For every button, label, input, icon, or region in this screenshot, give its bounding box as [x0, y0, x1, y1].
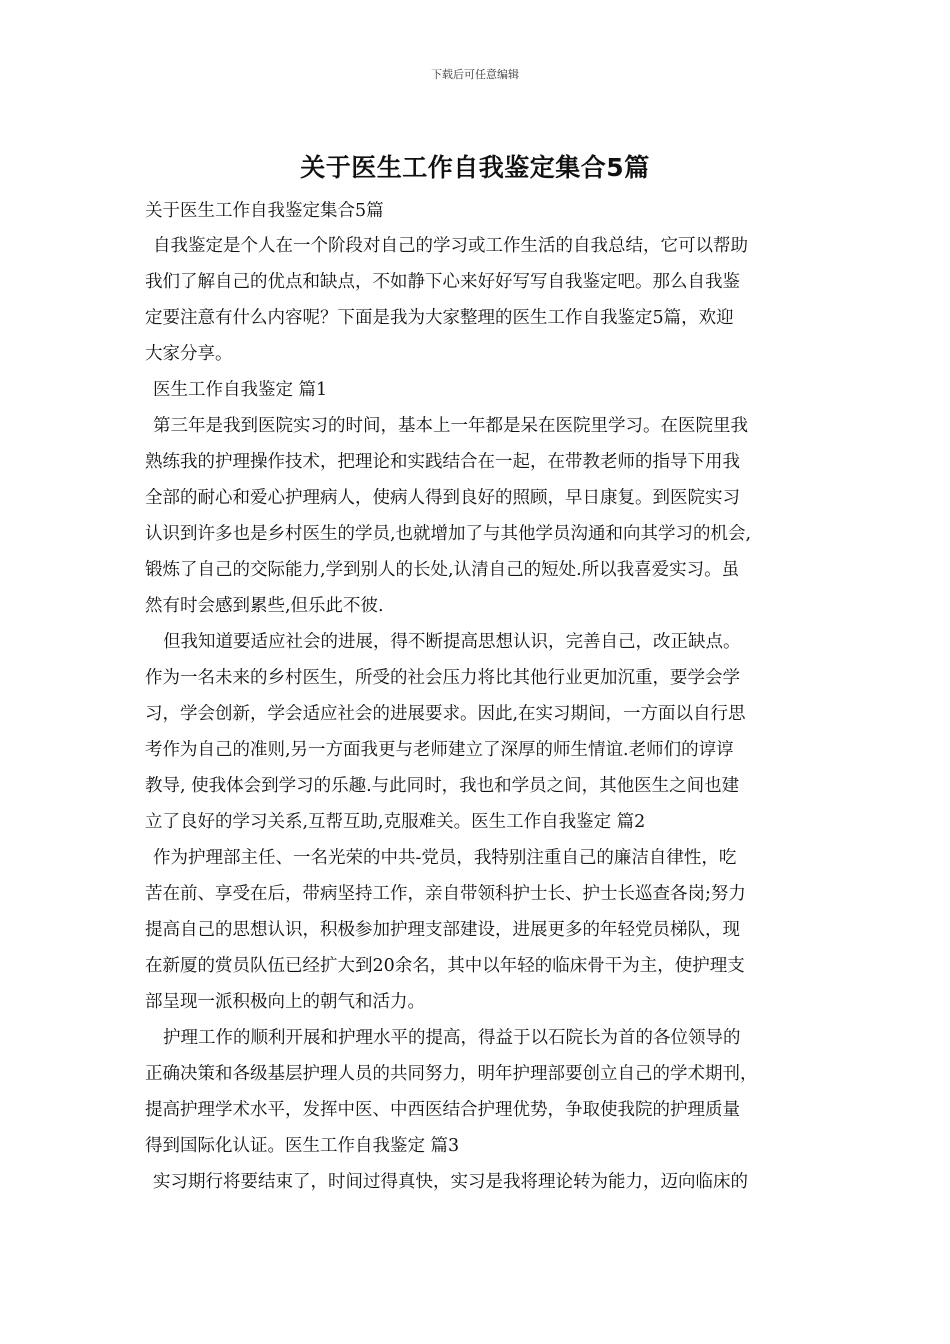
paragraph-line: 认识到许多也是乡村医生的学员,也就增加了与其他学员沟通和向其学习的机会,: [145, 524, 752, 544]
paragraph-line: 考作为自己的准则,另一方面我更与老师建立了深厚的师生情谊.老师们的谆谆: [145, 740, 734, 760]
paragraph-line: 部呈现一派积极向上的朝气和活力。: [145, 992, 425, 1012]
paragraph-line: 得到国际化认证。医生工作自我鉴定 篇3: [145, 1136, 460, 1156]
paragraph-line: 立了良好的学习关系,互帮互助,克服难关。医生工作自我鉴定 篇2: [145, 812, 646, 832]
paragraph-line: 定要注意有什么内容呢？下面是我为大家整理的医生工作自我鉴定5篇，欢迎: [145, 308, 734, 328]
document-title: 关于医生工作自我鉴定集合5篇: [300, 153, 650, 182]
paragraph-line: 习，学会创新，学会适应社会的进展要求。因此,在实习期间，一方面以自行思: [145, 704, 746, 724]
paragraph-line: 大家分享。: [145, 344, 233, 364]
subtitle-line: 关于医生工作自我鉴定集合5篇: [145, 201, 384, 221]
paragraph-line: 作为护理部主任、一名光荣的中共-党员，我特别注重自己的廉洁自律性，吃: [153, 848, 737, 868]
paragraph-line: 苦在前、享受在后，带病坚持工作，亲自带领科护士长、护士长巡查各岗;努力: [145, 884, 746, 904]
paragraph-line: 第三年是我到医院实习的时间，基本上一年都是呆在医院里学习。在医院里我: [153, 416, 748, 436]
paragraph-line: 在新厦的赏员队伍已经扩大到20余名，其中以年轻的临床骨干为主，使护理支: [145, 956, 745, 976]
paragraph-line: 自我鉴定是个人在一个阶段对自己的学习或工作生活的自我总结，它可以帮助: [153, 236, 748, 256]
paragraph-line: 提高自己的思想认识，积极参加护理支部建设，进展更多的年轻党员梯队，现: [145, 920, 740, 940]
paragraph-line: 提高护理学术水平，发挥中医、中西医结合护理优势，争取使我院的护理质量: [145, 1100, 740, 1120]
paragraph-line: 我们了解自己的优点和缺点，不如静下心来好好写写自我鉴定吧。那么自我鉴: [145, 272, 740, 292]
paragraph-line: 然有时会感到累些,但乐此不彼.: [145, 596, 384, 616]
paragraph-line: 实习期行将要结束了，时间过得真快，实习是我将理论转为能力，迈向临床的: [153, 1172, 748, 1192]
document-body: [145, 196, 813, 1200]
paragraph-line: 但我知道要适应社会的进展，得不断提高思想认识，完善自己，改正缺点。: [163, 632, 741, 652]
paragraph-line: 教导, 使我体会到学习的乐趣.与此同时，我也和学员之间，其他医生之间也建: [145, 776, 740, 796]
paragraph-line: 正确决策和各级基层护理人员的共同努力，明年护理部要创立自己的学术期刊，: [145, 1064, 758, 1084]
paragraph-line: 护理工作的顺利开展和护理水平的提高，得益于以石院长为首的各位领导的: [163, 1028, 741, 1048]
header-note: 下载后可任意编辑: [431, 68, 519, 81]
paragraph-line: 作为一名未来的乡村医生，所受的社会压力将比其他行业更加沉重，要学会学: [145, 668, 740, 688]
paragraph-line: 全部的耐心和爱心护理病人，使病人得到良好的照顾，早日康复。到医院实习: [145, 488, 740, 508]
paragraph-line: 锻炼了自己的交际能力,学到别人的长处,认清自己的短处.所以我喜爱实习。虽: [145, 560, 740, 580]
section-heading: 医生工作自我鉴定 篇1: [153, 380, 328, 400]
paragraph-line: 熟练我的护理操作技术，把理论和实践结合在一起，在带教老师的指导下用我: [145, 452, 740, 472]
